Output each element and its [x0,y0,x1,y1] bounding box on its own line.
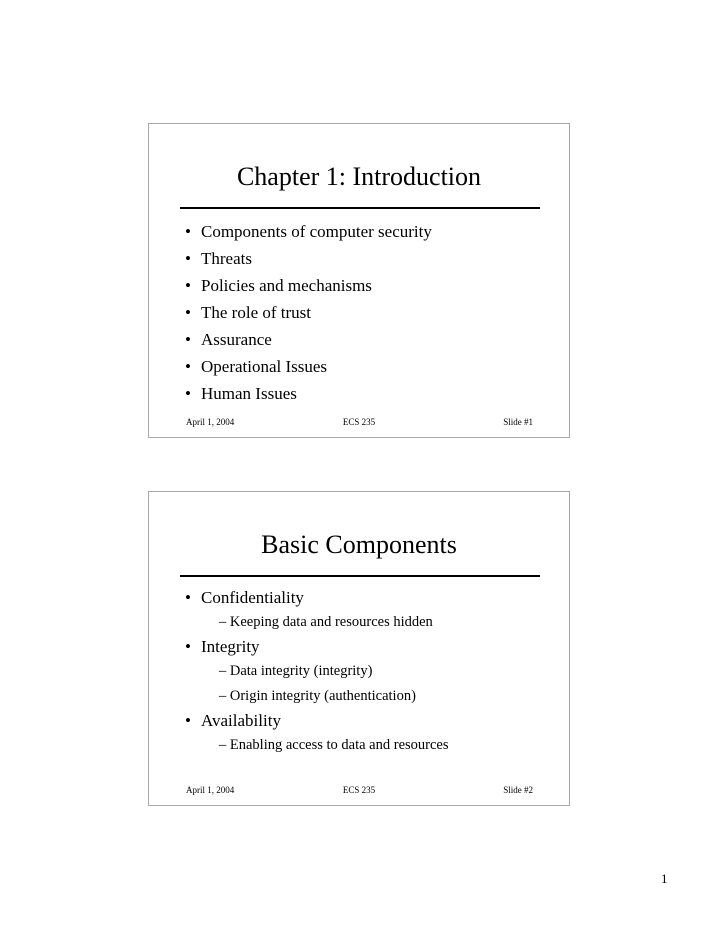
bullet-list [185,218,559,407]
bullet-item: • Confidentiality [185,586,559,610]
bullet-item: • Assurance [185,326,559,353]
page-number: 1 [661,871,668,886]
slide-2 [148,491,570,806]
footer-course: ECS 235 [342,417,376,427]
footer-date: April 1, 2004 [186,417,235,427]
title-divider [180,575,540,577]
sub-bullet-item: – Origin integrity (authentication) [219,688,416,704]
footer-date: April 1, 2004 [186,785,235,795]
bullet-item: • Threats [185,245,559,272]
slide-title: Basic Components [261,530,457,559]
bullet-item: • The role of trust [185,299,559,326]
slide-title: Chapter 1: Introduction [236,162,482,191]
footer-slide-number: Slide #1 [503,417,533,427]
bullet-item: • Operational Issues [185,353,559,380]
footer-course: ECS 235 [342,785,376,795]
bullet-item: • Availability [185,709,559,733]
sub-bullet-item: – Enabling access to data and resources [219,737,449,753]
slide-1 [148,123,570,438]
bullet-item: • Components of computer security [185,218,559,245]
bullet-list [185,586,559,758]
bullet-item: • Integrity [185,635,559,659]
sub-bullet-item: – Keeping data and resources hidden [219,614,433,630]
bullet-item: • Policies and mechanisms [185,272,559,299]
title-divider [180,207,540,209]
bullet-item: • Human Issues [185,380,559,407]
sub-bullet-item: – Data integrity (integrity) [219,663,373,679]
footer-slide-number: Slide #2 [503,785,533,795]
